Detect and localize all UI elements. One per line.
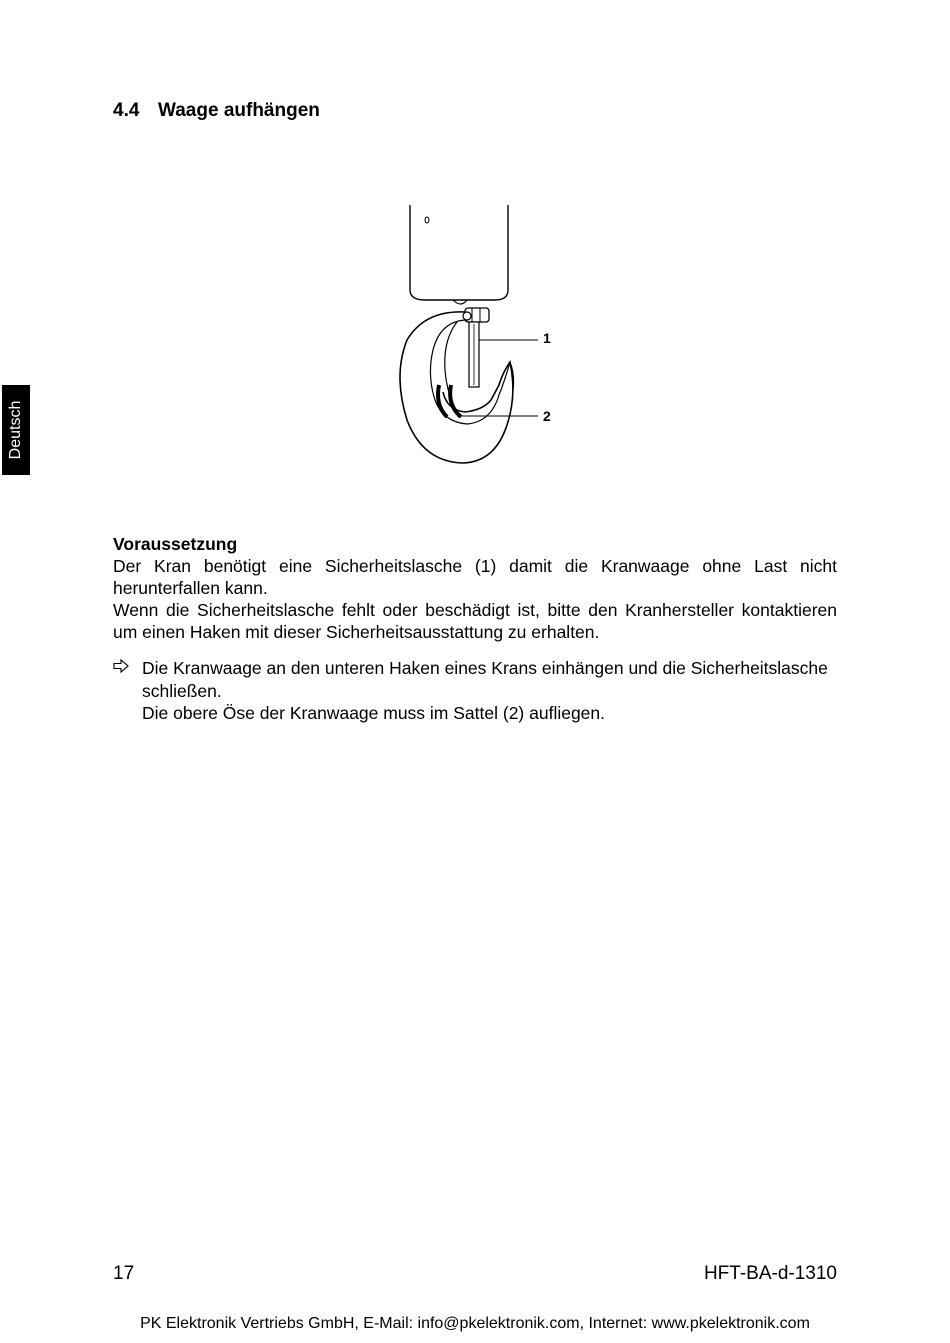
section-title: Waage aufhängen [158, 100, 320, 121]
prerequisite-section [113, 533, 837, 643]
company-footer: PK Elektronik Vertriebs GmbH, E-Mail: info@pkelektronik.com, Internet: www.pkelektronik.com [140, 1315, 810, 1332]
instruction-text [142, 657, 837, 725]
hollow-right-arrow-icon [113, 657, 133, 680]
document-id: HFT-BA-d-1310 [703, 1263, 837, 1284]
instruction-line-2: Die obere Öse der Kranwaage muss im Sattel (2) aufliegen. [142, 703, 606, 723]
callout-1: 1 [543, 330, 551, 346]
section-number: 4.4 [113, 100, 140, 121]
prerequisite-paragraph-1: Der Kran benötigt eine Sicherheitslasche (1) damit die Kranwaage ohne Last nicht herunterfallen kann. [113, 556, 837, 598]
callout-2: 2 [543, 408, 551, 424]
crane-hook-illustration [395, 200, 570, 475]
language-tab [2, 385, 30, 475]
instruction-step [113, 657, 837, 725]
instruction-line-1: Die Kranwaage an den unteren Haken eines Krans einhängen und die Sicherheitslasche schließen. [142, 658, 828, 701]
prerequisite-heading: Voraussetzung [113, 534, 238, 554]
prerequisite-paragraph-2: Wenn die Sicherheitslasche fehlt oder beschädigt ist, bitte den Kranhersteller kontaktieren um einen Haken mit dieser Sicherheitsausstattung zu erhalten. [113, 600, 837, 642]
section-heading [113, 100, 320, 122]
language-tab-label: Deutsch [7, 400, 24, 460]
page-number: 17 [113, 1263, 135, 1284]
